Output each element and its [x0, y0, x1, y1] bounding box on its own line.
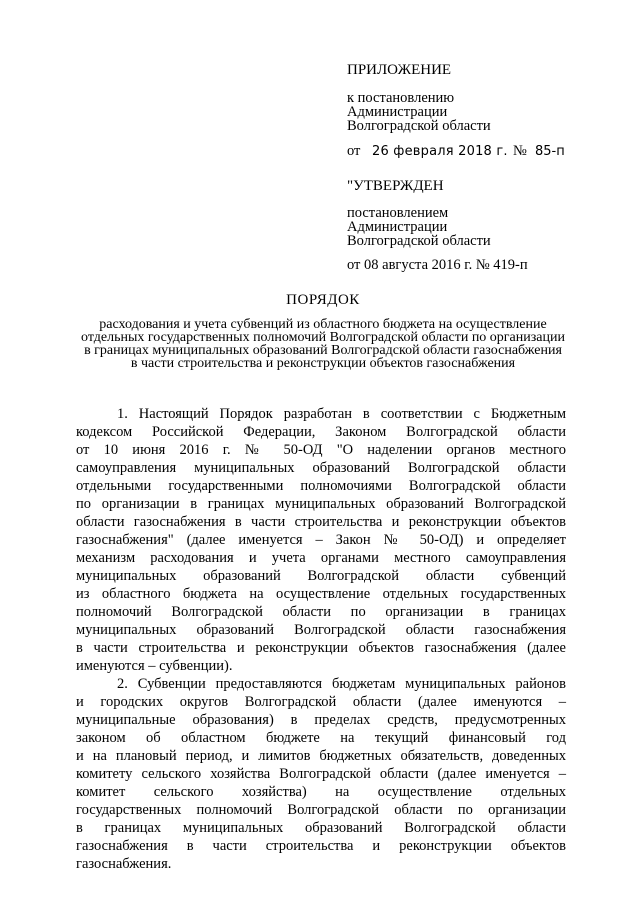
paragraph-2-line: в границах муниципальных образований Волгоградской области [76, 820, 566, 836]
paragraph-1-line: из областного бюджета на осуществление отдельных государственных [76, 586, 566, 602]
paragraph-1-line: муниципальных образований Волгоградской области газоснабжения [76, 622, 566, 638]
appendix-num-prefix: № [513, 143, 527, 159]
paragraph-1-line: 1. Настоящий Порядок разработан в соответствии с Бюджетным [117, 406, 566, 422]
paragraph-1-line: от 10 июня 2016 г. № 50-ОД "О наделении органов местного [76, 442, 566, 458]
document-subtitle-line: в границах муниципальных образований Волгоградской области газоснабжения [84, 343, 562, 358]
approved-title: "УТВЕРЖДЕН [347, 178, 444, 194]
appendix-line: Волгоградской области [347, 118, 491, 134]
approved-date-line: от 08 августа 2016 г. № 419-п [347, 257, 528, 273]
paragraph-2-line: газоснабжения. [76, 856, 172, 872]
appendix-num: 85-п [535, 144, 565, 159]
paragraph-2-line: законом об областном бюджете на текущий финансовый год [76, 730, 566, 746]
appendix-date-prefix: от [347, 143, 361, 159]
appendix-line: Администрации [347, 104, 448, 120]
paragraph-1-line: области газоснабжения в части строительства и реконструкции объектов [76, 514, 566, 530]
paragraph-1-line: по организации в границах муниципальных образований Волгоградской [76, 496, 566, 512]
paragraph-1-line: кодексом Российской Федерации, Законом Волгоградской области [76, 424, 566, 440]
paragraph-2-line: и на плановый период, и лимитов бюджетных обязательств, доведенных [76, 748, 566, 764]
appendix-line: к постановлению [347, 90, 455, 106]
document-title: ПОРЯДОК [286, 292, 360, 308]
paragraph-2-line: муниципальные образования) в пределах средств, предусмотренных [76, 712, 566, 728]
approved-line: Администрации [347, 219, 448, 235]
paragraph-1-line: газоснабжения" (далее именуется – Закон № 50-ОД) и определяет [76, 532, 566, 548]
paragraph-1-line: самоуправления муниципальных образований Волгоградской области [76, 460, 566, 476]
document-subtitle-line: расходования и учета субвенций из областного бюджета на осуществление [99, 317, 547, 332]
paragraph-2-line: 2. Субвенции предоставляются бюджетам муниципальных районов [117, 676, 566, 692]
approved-line: Волгоградской области [347, 233, 491, 249]
approved-line: постановлением [347, 205, 449, 221]
document-subtitle-line: в части строительства и реконструкции объектов газоснабжения [130, 356, 516, 371]
appendix-date: 26 февраля 2018 г. [372, 144, 508, 159]
paragraph-2-line: комитет сельского хозяйства) на осуществление отдельных [76, 784, 566, 800]
paragraph-1-line: в части строительства и реконструкции объектов газоснабжения (далее [76, 640, 566, 656]
paragraph-1-line: отдельными государственными полномочиями Волгоградской области [76, 478, 566, 494]
paragraph-2-line: и городских округов Волгоградской области (далее именуются – [76, 694, 566, 710]
paragraph-1-line: муниципальных образований Волгоградской области субвенций [76, 568, 566, 584]
paragraph-2-line: комитету сельского хозяйства Волгоградской области (далее именуется – [76, 766, 566, 782]
document-subtitle-line: отдельных государственных полномочий Волгоградской области по организации [81, 330, 565, 345]
paragraph-1-line: механизм расходования и учета органами местного самоуправления [76, 550, 566, 566]
appendix-title: ПРИЛОЖЕНИЕ [347, 62, 452, 78]
paragraph-2-line: государственных полномочий Волгоградской области по организации [76, 802, 566, 818]
paragraph-1-line: полномочий Волгоградской области по организации в границах [76, 604, 566, 620]
paragraph-2-line: газоснабжения в части строительства и реконструкции объектов [76, 838, 566, 854]
paragraph-1-line: именуются – субвенции). [76, 658, 233, 674]
